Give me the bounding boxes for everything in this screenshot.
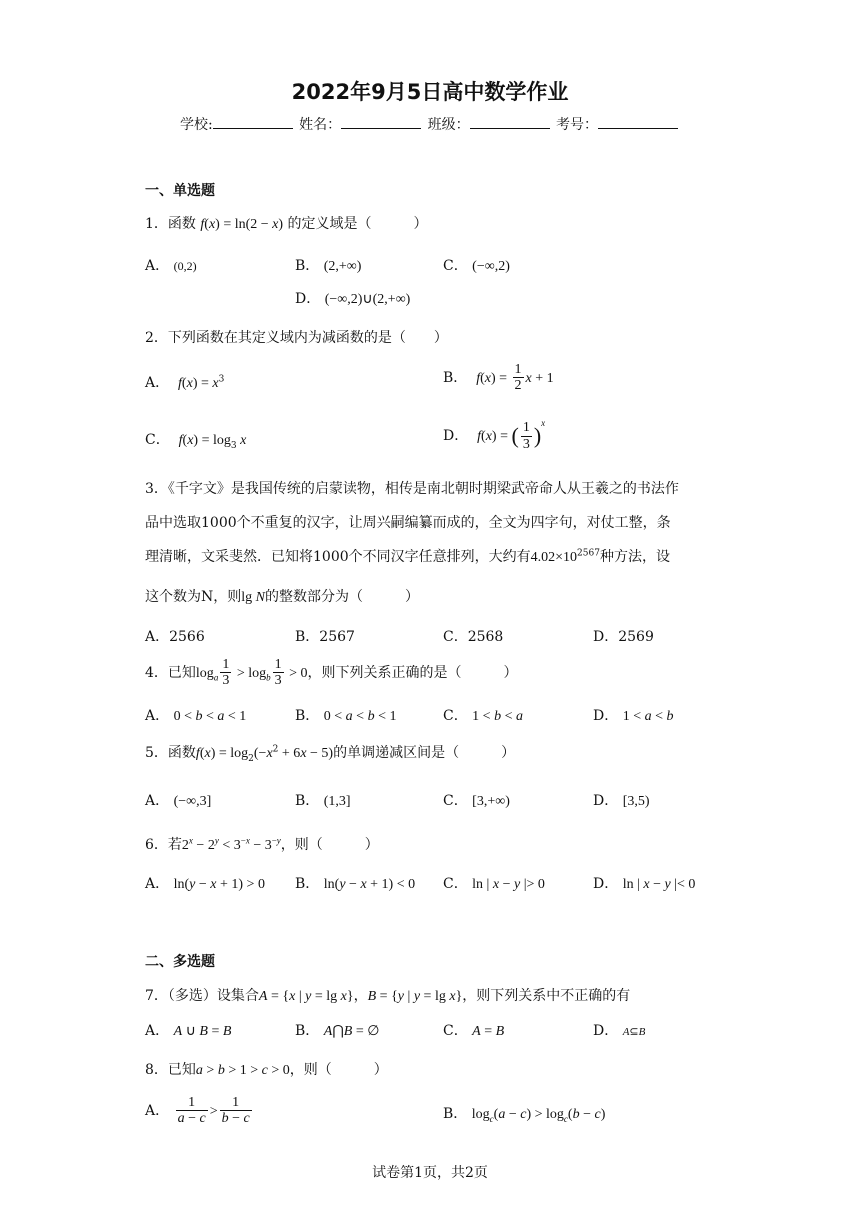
q1-option-c[interactable]: C． (−∞,2) [443,258,510,274]
q5-option-b[interactable]: B． (1,3] [295,793,351,809]
q2-option-d[interactable]: D． f(x) = ( $\frac{1}{3}$ )$^x$ [443,418,546,452]
q4-option-c[interactable]: C． 1 < b < a [443,708,523,724]
q5-option-d[interactable]: D． [3,5) [593,793,650,809]
question-6-stem: 6．若$2^x - 2^y < 3^{-x} - 3^{-y}$，则（ ） [145,835,379,853]
school-blank[interactable] [213,114,293,129]
q4-option-a[interactable]: A． 0 < b < a < 1 [145,708,247,724]
student-info-line [0,114,860,134]
question-3-line-2: 品中选取1000个不重复的汉字，让周兴嗣编纂而成的，全文为四字句，对仗工整，条 [145,515,671,531]
q7-option-c[interactable]: C． A = B [443,1023,505,1039]
question-1-stem: 1．函数 f(x) = ln(2 − x) 的定义域是（ ） [145,216,428,232]
q2-option-c[interactable]: C． $f(x) = \log_3 x$ [145,432,247,451]
section-heading-multi-choice: 二、多选题 [145,954,215,970]
page-title: 2022年9月5日高中数学作业 [291,80,569,104]
q1-stem-text: 1．函数 [145,216,196,232]
section-heading-single-choice: 一、单选题 [145,183,215,199]
q6-option-c[interactable]: C． ln | x − y |> 0 [443,876,545,892]
q2-option-a[interactable]: A． $f(x) = x^3$ [145,374,225,391]
q4-option-b[interactable]: B． 0 < a < b < 1 [295,708,397,724]
page-footer: 试卷第1页，共2页 [372,1165,488,1181]
exam-no-label: 考号： [556,117,599,133]
q8-option-a[interactable]: A． $\frac{1}{a - c}$ > $\frac{1}{b - c}$ [145,1095,250,1127]
q6-option-b[interactable]: B． ln(y − x + 1) < 0 [295,876,416,892]
q7-option-d[interactable]: D． A⊆B [593,1023,646,1039]
q1-option-d[interactable]: D． (−∞,2)∪(2,+∞) [295,291,411,307]
question-7-stem: 7．（多选）设集合A = {x | y = lg x}，B = {y | y = lg x}，则下列关系中不正确的有 [145,988,631,1004]
exam-no-blank[interactable] [598,114,678,129]
q1-option-b[interactable]: B． (2,+∞) [295,258,362,274]
q1-stem-tail: 的定义域是（ ） [287,216,428,232]
q5-option-c[interactable]: C． [3,+∞) [443,793,510,809]
q7-option-b[interactable]: B． A⋂B = ∅ [295,1023,380,1039]
q1-option-a[interactable]: A． (0,2) [145,258,197,274]
q8-option-b[interactable]: B． $\log_c(a - c) > \log_c(b - c)$ [443,1106,606,1124]
q3-option-a[interactable]: A．2566 [145,629,205,645]
question-3-line-1: 3．《千字文》是我国传统的启蒙读物，相传是南北朝时期梁武帝命人从王羲之的书法作 [145,481,679,497]
q3-option-c[interactable]: C．2568 [443,629,504,645]
q3-option-d[interactable]: D．2569 [593,629,654,645]
class-label: 班级： [427,117,470,133]
question-2-stem: 2．下列函数在其定义域内为减函数的是（ ） [145,330,448,346]
school-label: 学校: [179,117,213,133]
q6-option-a[interactable]: A． ln(y − x + 1) > 0 [145,876,265,892]
class-blank[interactable] [470,114,550,129]
q3-option-b[interactable]: B．2567 [295,629,355,645]
question-4-stem: 4．已知$\log_a$ $\frac{1}{3}$ > $\log_b$ $\frac{1}{3}$ > 0，则下列关系正确的是（ ） [145,657,518,689]
q5-option-a[interactable]: A． (−∞,3] [145,793,212,809]
question-3-line-4: 这个数为N，则lg N的整数部分为（ ） [145,589,419,605]
question-8-stem: 8．已知a > b > 1 > c > 0，则（ ） [145,1062,388,1078]
question-3-line-3: 理清晰，文采斐然．已知将1000个不同汉字任意排列，大约有$4.02\times 10^{2567}$种方法，设 [145,548,670,565]
name-blank[interactable] [341,114,421,129]
question-5-stem: 5．函数$f(x) = \log_2(-x^2 + 6x - 5)$的单调递减区间是（ ） [145,744,516,764]
q4-option-d[interactable]: D． 1 < a < b [593,708,674,724]
name-label: 姓名： [299,117,342,133]
q6-option-d[interactable]: D． ln | x − y |< 0 [593,876,696,892]
q1-formula: f [200,217,205,232]
q7-option-a[interactable]: A． A ∪ B = B [145,1023,232,1039]
q2-option-b[interactable]: B． f(x) = $\frac{1}{2}$ x + 1 [443,362,554,394]
